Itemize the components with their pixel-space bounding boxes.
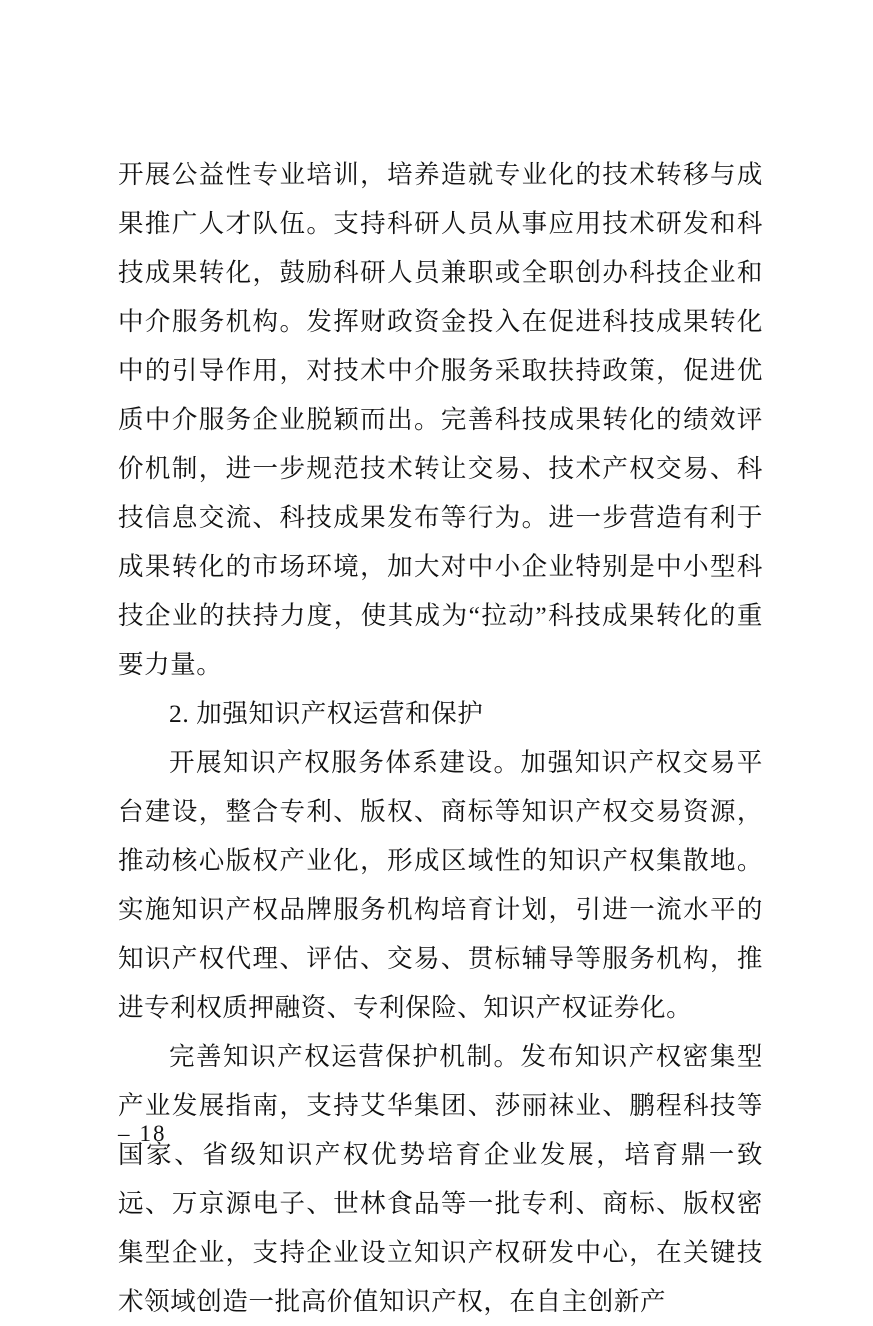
paragraph-ip-service-system: 开展知识产权服务体系建设。加强知识产权交易平台建设，整合专利、版权、商标等知识产权交易资源，推动核心版权产业化，形成区域性的知识产权集散地。实施知识产权品牌服务机构培育计划，引进一流水平的知识产权代理、评估、交易、贯标辅导等服务机构，推进专利权质押融资、专利保险、知识产权证券化。	[118, 748, 763, 1022]
page-number-dash: –	[118, 1121, 132, 1146]
section-heading-ip-operation: 2. 加强知识产权运营和保护	[169, 699, 484, 728]
page-number	[118, 1120, 167, 1148]
page-number-value: 18	[139, 1121, 167, 1146]
paragraph-ip-operation-protection: 完善知识产权运营保护机制。发布知识产权密集型产业发展指南，支持艾华集团、莎丽袜业、鹏程科技等国家、省级知识产权优势培育企业发展，培育鼎一致远、万京源电子、世林食品等一批专利、商标、版权密集型企业，支持企业设立知识产权研发中心，在关键技术领域创造一批高价值知识产权，在自主创新产	[118, 1042, 763, 1316]
paragraph-tech-transfer-continued: 开展公益性专业培训，培养造就专业化的技术转移与成果推广人才队伍。支持科研人员从事应用技术研发和科技成果转化，鼓励科研人员兼职或全职创办科技企业和中介服务机构。发挥财政资金投入在促进科技成果转化中的引导作用，对技术中介服务采取扶持政策，促进优质中介服务企业脱颖而出。完善科技成果转化的绩效评价机制，进一步规范技术转让交易、技术产权交易、科技信息交流、科技成果发布等行为。进一步营造有利于成果转化的市场环境，加大对中小企业特别是中小型科技企业的扶持力度，使其成为“拉动”科技成果转化的重要力量。	[118, 160, 763, 679]
document-body	[118, 150, 763, 1326]
